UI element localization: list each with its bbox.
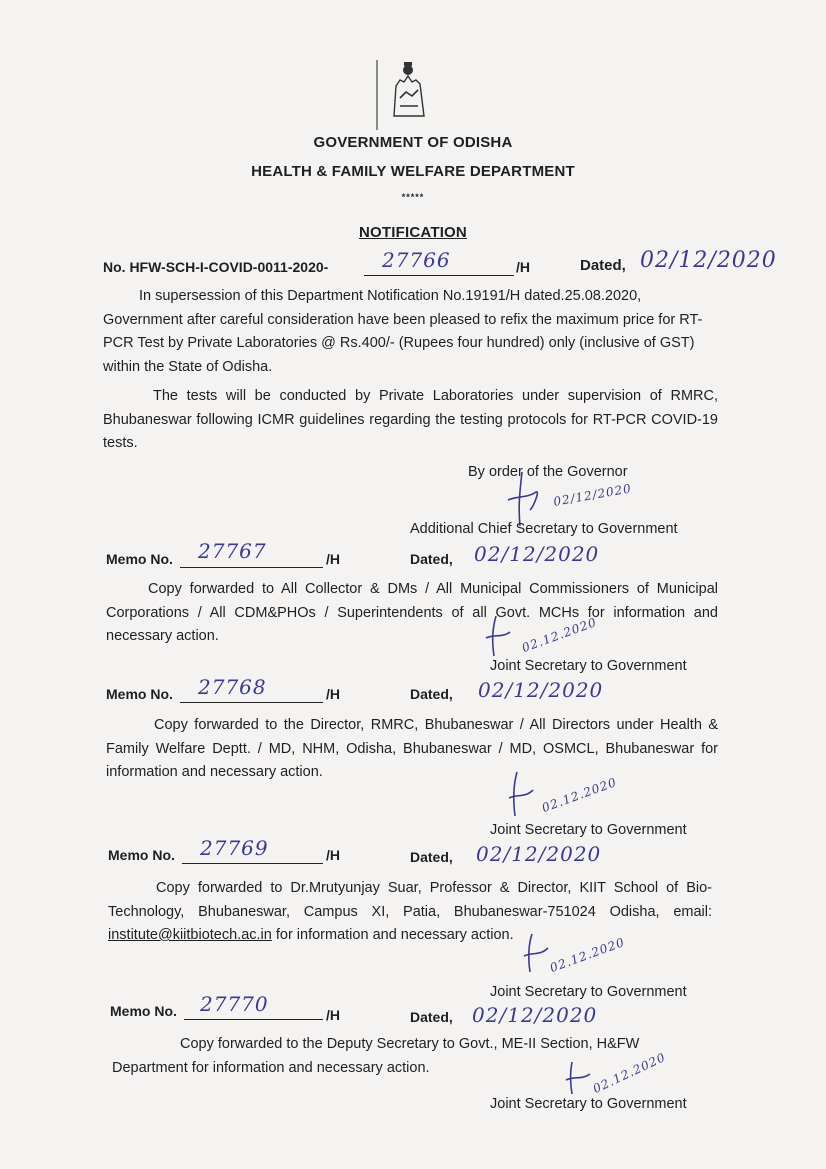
memo-4-text: Copy forwarded to the Deputy Secretary to Govt., ME-II Section, H&FW Department for information and necessary action. (112, 1036, 640, 1076)
government-heading: GOVERNMENT OF ODISHA (313, 134, 513, 151)
memo-3-suffix: /H (326, 847, 340, 863)
memo-4-underline (184, 1019, 323, 1020)
header-stars: ***** (401, 192, 425, 202)
by-order-text: By order of the Governor (468, 464, 628, 480)
notification-number-suffix: /H (516, 259, 530, 275)
memo-2-signature-date: 02.12.2020 (539, 774, 619, 816)
memo-4-dated-label: Dated, (410, 1009, 453, 1025)
memo-1-date-handwritten: 02/12/2020 (474, 542, 600, 566)
memo-4-label: Memo No. (110, 1003, 177, 1019)
memo-4-signatory: Joint Secretary to Government (490, 1096, 687, 1112)
memo-3-label: Memo No. (108, 847, 175, 863)
notification-dated-label: Dated, (580, 257, 626, 274)
memo-4-signature-date: 02.12.2020 (590, 1050, 668, 1096)
memo-1-dated-label: Dated, (410, 551, 453, 567)
memo-2-suffix: /H (326, 686, 340, 702)
department-heading: HEALTH & FAMILY WELFARE DEPARTMENT (251, 163, 575, 180)
notification-number-handwritten: 27766 (382, 248, 451, 272)
memo-1-signature-icon (482, 612, 522, 660)
memo-3-text-part-b: for information and necessary action. (271, 927, 514, 943)
memo-2-underline (180, 702, 323, 703)
memo-1-signatory: Joint Secretary to Government (490, 658, 687, 674)
memo-3-signatory: Joint Secretary to Government (490, 984, 687, 1000)
memo-3-date-handwritten: 02/12/2020 (476, 842, 602, 866)
memo-1-label: Memo No. (106, 551, 173, 567)
memo-1-suffix: /H (326, 551, 340, 567)
memo-2-text: Copy forwarded to the Director, RMRC, Bhubaneswar / All Directors under Health & Family Welfare Deptt. / MD, NHM, Odisha, Bhubaneswar / MD, OSMCL, Bhubaneswar for information and necessary action. (106, 717, 718, 780)
memo-3-email-link[interactable]: institute@kiitbiotech.ac.in (108, 927, 272, 943)
memo-3-dated-label: Dated, (410, 849, 453, 865)
odisha-emblem-icon (374, 56, 442, 132)
acs-signatory: Additional Chief Secretary to Government (410, 521, 678, 537)
notification-paragraph-2: The tests will be conducted by Private Laboratories under supervision of RMRC, Bhubaneswar following ICMR guidelines regarding the testing protocols for RT-PCR COVID-19 tests. (103, 388, 718, 451)
acs-signature-date: 02/12/2020 (552, 481, 633, 509)
memo-4-number-handwritten: 27770 (200, 992, 269, 1016)
memo-4-suffix: /H (326, 1007, 340, 1023)
memo-4-date-handwritten: 02/12/2020 (472, 1003, 598, 1027)
memo-2-dated-label: Dated, (410, 686, 453, 702)
memo-2-date-handwritten: 02/12/2020 (478, 678, 604, 702)
memo-1-text: Copy forwarded to All Collector & DMs / All Municipal Commissioners of Municipal Corporations / All CDM&PHOs / Superintendents of all Govt. MCHs for information and necessary action. (106, 581, 718, 644)
memo-1-underline (180, 567, 323, 568)
notification-paragraph-1: In supersession of this Department Notification No.19191/H dated.25.08.2020, Government after careful consideration have been pleased to refix the maximum price for RT-PCR Test by Private Laboratories @ Rs.400/- (Rupees four hundred) only (inclusive of GST) within the State of Odisha. (103, 288, 703, 375)
memo-2-label: Memo No. (106, 686, 173, 702)
memo-1-number-handwritten: 27767 (198, 539, 267, 563)
number-underline (364, 275, 514, 276)
memo-3-number-handwritten: 27769 (200, 836, 269, 860)
memo-2-signature-icon (505, 768, 545, 820)
memo-3-text-part-a: Copy forwarded to Dr.Mrutyunjay Suar, Professor & Director, KIIT School of Bio-Technology, Bhubaneswar, Campus XI, Patia, Bhubaneswar-751024 Odisha, email: (108, 880, 712, 920)
notification-title: NOTIFICATION (359, 224, 467, 241)
notification-number-prefix: No. HFW-SCH-I-COVID-0011-2020- (103, 259, 329, 275)
memo-2-signatory: Joint Secretary to Government (490, 822, 687, 838)
memo-3-signature-date: 02.12.2020 (547, 934, 627, 976)
memo-3-underline (182, 863, 323, 864)
notification-date-handwritten: 02/12/2020 (640, 248, 777, 273)
memo-1-signature-date: 02.12.2020 (519, 614, 599, 656)
memo-2-number-handwritten: 27768 (198, 675, 267, 699)
